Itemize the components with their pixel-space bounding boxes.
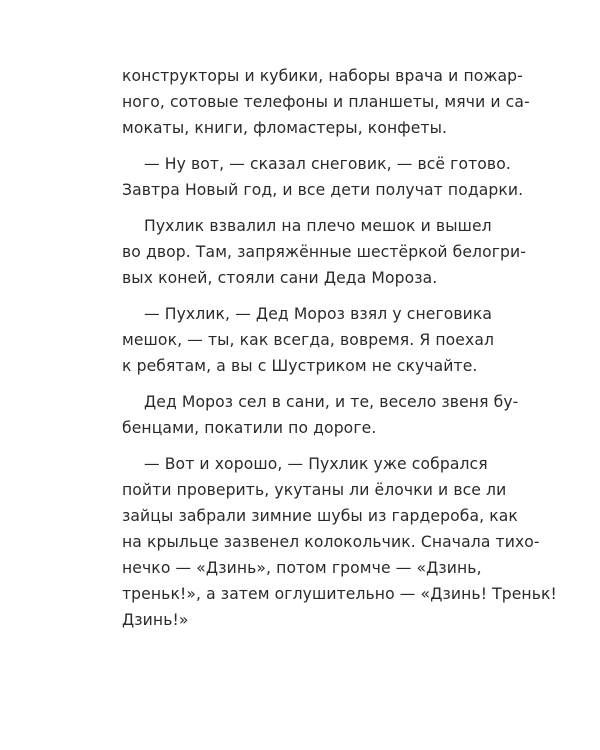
paragraph: [122, 213, 527, 291]
text-line: на крыльце зазвенел колокольчик. Сначала тихо-: [122, 533, 540, 551]
text-line: мокаты, книги, фломастеры, конфеты.: [122, 119, 448, 137]
paragraph: [122, 151, 524, 203]
text-line: бенцами, покатили по дороге.: [122, 419, 377, 437]
text-line: пойти проверить, укутаны ли ёлочки и все ли: [122, 481, 507, 499]
paragraph: [122, 63, 530, 141]
text-line: Пухлик взвалил на плечо мешок и вышел: [144, 217, 492, 235]
text-line: нечко — «Дзинь», потом громче — «Дзинь,: [122, 559, 482, 577]
paragraph: [122, 389, 519, 441]
text-line: — Вот и хорошо, — Пухлик уже собрался: [144, 455, 488, 473]
text-line: Завтра Новый год, и все дети получат подарки.: [122, 181, 524, 199]
paragraph: [122, 451, 557, 633]
paragraph: [122, 301, 495, 379]
text-line: конструкторы и кубики, наборы врача и пожар-: [122, 67, 523, 85]
text-line: вых коней, стояли сани Деда Мороза.: [122, 269, 438, 287]
text-line: зайцы забрали зимние шубы из гардероба, как: [122, 507, 518, 525]
text-line: — Пухлик, — Дед Мороз взял у снеговика: [144, 305, 493, 323]
text-line: ного, сотовые телефоны и планшеты, мячи и са-: [122, 93, 530, 111]
text-line: к ребятам, а вы с Шустриком не скучайте.: [122, 357, 478, 375]
body-text: [122, 63, 557, 643]
text-line: — Ну вот, — сказал снеговик, — всё готово.: [144, 155, 511, 173]
text-line: треньк!», а затем оглушительно — «Дзинь! Треньк!: [122, 585, 557, 603]
text-line: мешок, — ты, как всегда, вовремя. Я поехал: [122, 331, 495, 349]
text-line: Дзинь!»: [122, 611, 189, 629]
text-line: Дед Мороз сел в сани, и те, весело звеня бу-: [144, 393, 519, 411]
text-line: во двор. Там, запряжённые шестёркой белогри-: [122, 243, 527, 261]
